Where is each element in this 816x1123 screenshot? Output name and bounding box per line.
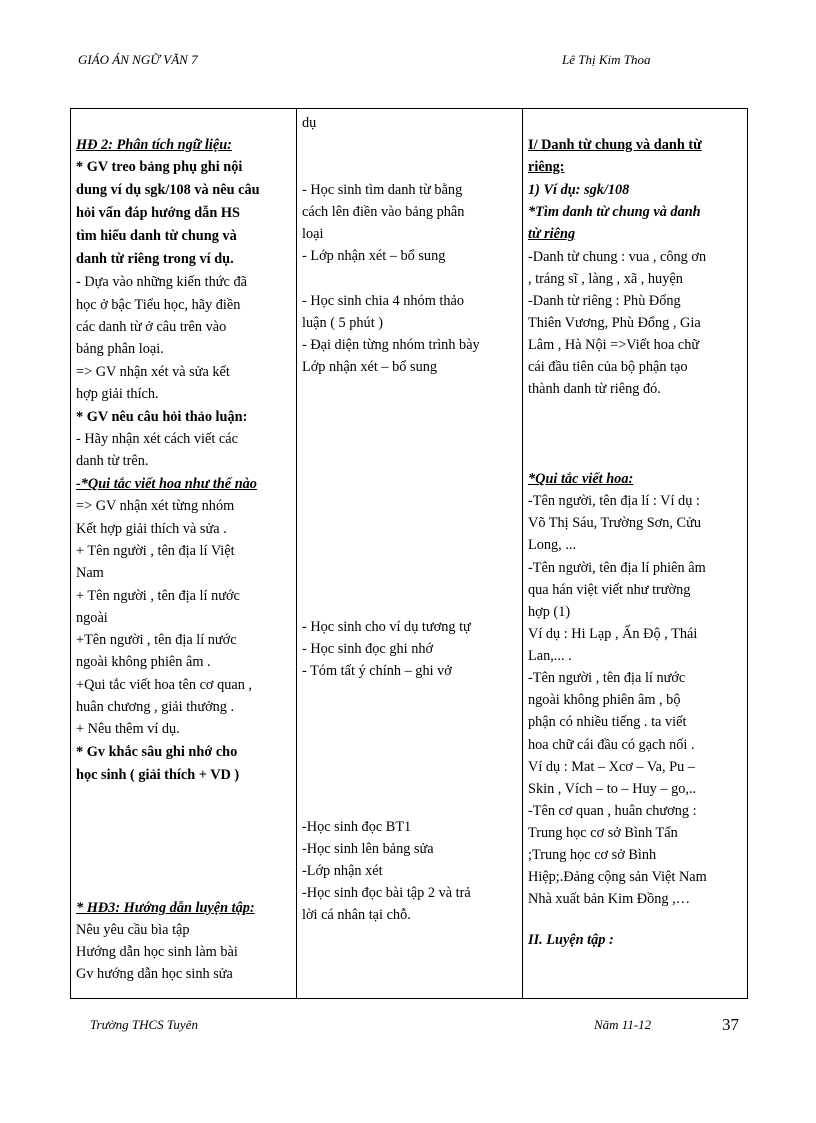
col1-line: bảng phân loại. — [76, 341, 164, 357]
col1-line: học ở bậc Tiểu học, hãy điền — [76, 297, 241, 313]
col3-line: -Tên người, tên địa lí : Ví dụ : — [528, 493, 700, 509]
col1-line: -*Qui tắc viết hoa như thế nào — [76, 476, 257, 492]
col1-line: * GV nêu câu hỏi thảo luận: — [76, 409, 248, 425]
col3-line: cái đầu tiên của bộ phận tạo — [528, 359, 688, 375]
col1-line: danh từ trên. — [76, 453, 149, 469]
col1-line: các danh từ ở câu trên vào — [76, 319, 227, 335]
col3-line: hợp (1) — [528, 604, 571, 620]
col2-line: cách lên điền vào bảng phân — [302, 204, 465, 220]
col1-line: - Hãy nhận xét cách viết các — [76, 431, 238, 447]
footer-year: Năm 11-12 — [594, 1017, 652, 1032]
col2-line: lời cá nhân tại chỗ. — [302, 907, 411, 923]
col1-line: * Gv khắc sâu ghi nhớ cho — [76, 744, 238, 760]
col2-line: dụ — [302, 115, 317, 131]
col3-line: Nhà xuất bản Kim Đồng ,… — [528, 891, 691, 907]
col2-line: loại — [302, 226, 324, 242]
header-author: Lê Thị Kim Thoa — [562, 52, 651, 67]
col1-line: Nêu yêu cầu bìa tập — [76, 922, 190, 938]
col2-line: - Học sinh chia 4 nhóm thảo — [302, 293, 464, 309]
col3-line: Ví dụ : Mat – Xcơ – Va, Pu – — [528, 759, 695, 775]
col3-line: -Tên cơ quan , huân chương : — [528, 803, 697, 819]
col1-line: học sinh ( giải thích + VD ) — [76, 767, 240, 783]
col2-line: Lớp nhận xét – bổ sung — [302, 359, 438, 375]
col3-line: qua hán việt viết như trường — [528, 582, 691, 598]
col3-line: hoa chữ cái đầu có gạch nối . — [528, 737, 695, 753]
col2-line: - Lớp nhận xét – bổ sung — [302, 248, 446, 264]
col3-line: *Tìm danh từ chung và danh — [528, 204, 701, 220]
col1-line: + Nêu thêm ví dụ. — [76, 721, 180, 737]
col3-line: -Danh từ chung : vua , công ơn — [528, 249, 707, 265]
col3-line: , tráng sĩ , làng , xã , huyện — [528, 271, 683, 287]
col3-line: riêng: — [528, 159, 565, 175]
col1-line: danh từ riêng trong ví dụ. — [76, 251, 234, 267]
col2-line: - Học sinh tìm danh từ bằng — [302, 182, 463, 198]
col1-line: +Tên người , tên địa lí nước — [76, 632, 237, 648]
col2-line: -Học sinh đọc BT1 — [302, 819, 412, 835]
col1-line: hợp giải thích. — [76, 386, 159, 402]
col2-line: - Tóm tất ý chính – ghi vở — [302, 663, 452, 679]
col3-line: I/ Danh từ chung và danh từ — [528, 137, 702, 153]
col3-line: ngoài không phiên âm , bộ — [528, 692, 681, 708]
col2-line: -Lớp nhận xét — [302, 863, 383, 879]
page-number: 37 — [722, 1015, 739, 1034]
col3-line: Thiên Vương, Phù Đổng , Gia — [528, 315, 701, 331]
col3-line: -Tên người , tên địa lí nước — [528, 670, 686, 686]
lesson-content-column — [523, 109, 748, 999]
col3-line: -Danh từ riêng : Phù Đổng — [528, 293, 681, 309]
col3-line: ;Trung học cơ sở Bình — [528, 847, 657, 863]
teacher-activities-column — [71, 109, 297, 999]
col3-line: Lan,... . — [528, 648, 572, 664]
col1-line: hỏi vấn đáp hướng dẫn HS — [76, 205, 240, 221]
col3-line: phận có nhiều tiếng . ta viết — [528, 714, 687, 730]
col2-line: - Học sinh đọc ghi nhớ — [302, 641, 434, 657]
col1-line: + Tên người , tên địa lí nước — [76, 588, 240, 604]
col1-line: dung ví dụ sgk/108 và nêu câu — [76, 182, 260, 198]
col1-line: + Tên người , tên địa lí Việt — [76, 543, 235, 559]
page-header — [0, 52, 816, 72]
col1-line: HĐ 2: Phân tích ngữ liệu: — [76, 137, 232, 153]
col3-line: Trung học cơ sở Bình Tấn — [528, 825, 678, 841]
header-subject: GIÁO ÁN NGỮ VĂN 7 — [78, 52, 198, 67]
col2-line: - Học sinh cho ví dụ tương tự — [302, 619, 471, 635]
col3-line: Long, ... — [528, 537, 577, 553]
col1-line: => GV nhận xét và sửa kết — [76, 364, 230, 380]
col3-line: 1) Ví dụ: sgk/108 — [528, 182, 630, 198]
col1-line: Gv hướng dẫn học sinh sửa — [76, 966, 233, 982]
col3-line: Võ Thị Sáu, Trường Sơn, Cửu — [528, 515, 701, 531]
col3-line: Ví dụ : Hi Lạp , Ấn Độ , Thái — [528, 626, 698, 642]
col3-line: Skin , Vích – to – Huy – go,.. — [528, 781, 697, 797]
col1-line: - Dựa vào những kiến thức đã — [76, 274, 247, 290]
col2-line: -Học sinh đọc bài tập 2 và trả — [302, 885, 471, 901]
col1-line: => GV nhận xét từng nhóm — [76, 498, 235, 514]
col1-line: huân chương , giải thưởng . — [76, 699, 235, 715]
col1-line: * GV treo bảng phụ ghi nội — [76, 159, 243, 175]
col3-line: Lâm , Hà Nội =>Viết hoa chữ — [528, 337, 700, 353]
col1-line: ngoài không phiên âm . — [76, 654, 211, 670]
col3-line: *Qui tắc viết hoa: — [528, 471, 634, 487]
col1-line: Hướng dẫn học sinh làm bài — [76, 944, 238, 960]
col1-line: Nam — [76, 565, 104, 581]
lesson-plan-table — [70, 108, 748, 999]
col3-line: II. Luyện tập : — [528, 932, 614, 948]
col2-line: - Đại diện từng nhóm trình bày — [302, 337, 480, 353]
student-activities-column — [297, 109, 523, 999]
col2-line: luận ( 5 phút ) — [302, 315, 383, 331]
col3-line: từ riêng — [528, 226, 576, 242]
col3-line: Hiệp;.Đảng cộng sản Việt Nam — [528, 869, 707, 885]
col1-line: Kết hợp giải thích và sửa . — [76, 521, 227, 537]
col1-line: +Qui tắc viết hoa tên cơ quan , — [76, 677, 253, 693]
col2-line: -Học sinh lên bảng sửa — [302, 841, 434, 857]
col3-line: thành danh từ riêng đó. — [528, 381, 661, 397]
col3-line: -Tên người, tên địa lí phiên âm — [528, 560, 706, 576]
footer-school: Trường THCS Tuyên — [90, 1017, 198, 1032]
col1-line: * HĐ3: Hướng dẫn luyện tập: — [76, 900, 255, 916]
col1-line: ngoài — [76, 610, 108, 626]
col1-line: tìm hiểu danh từ chung và — [76, 228, 237, 244]
